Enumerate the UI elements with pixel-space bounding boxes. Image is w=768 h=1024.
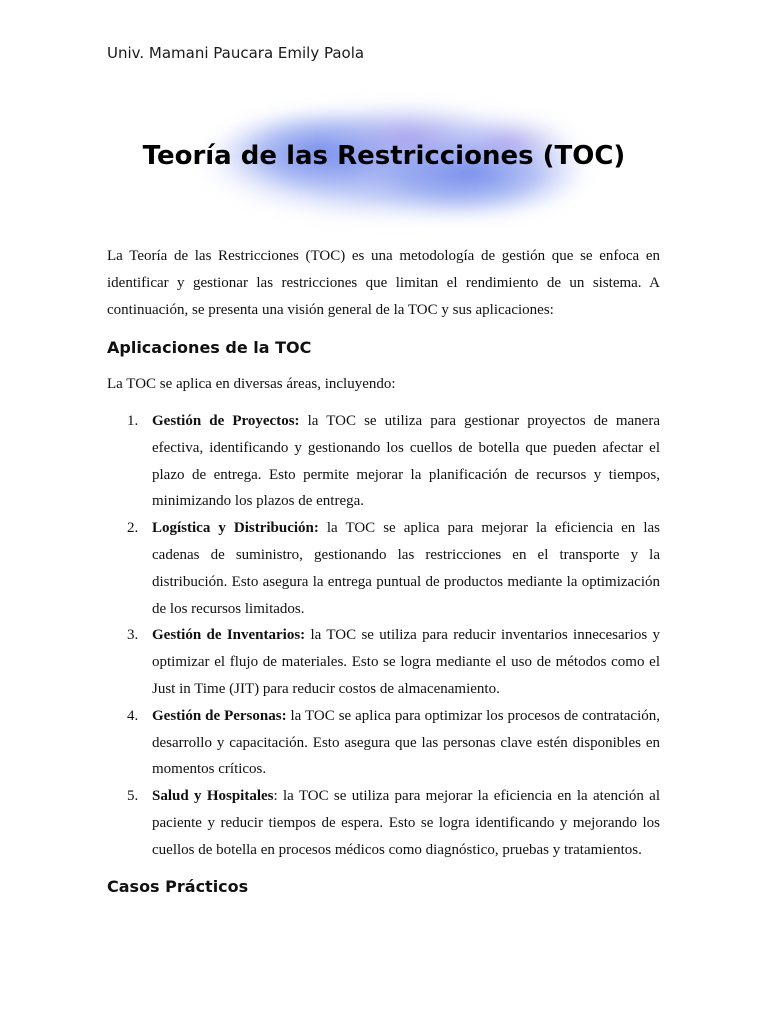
applications-lead: La TOC se aplica en diversas áreas, incluyendo: — [107, 376, 396, 392]
list-item — [107, 622, 660, 702]
list-text: la TOC se aplica para optimizar los procesos de contratación, desarrollo y capacitación. Esto asegura que las personas clave estén disponibles en momentos críticos. — [152, 707, 660, 778]
list-text: la TOC se aplica para mejorar la eficiencia en las cadenas de suministro, gestionando las restricciones en el transporte y la distribución. Esto asegura la entrega puntual de productos mediante la optimización de los recursos limitados. — [152, 520, 660, 617]
list-text: : la TOC se utiliza para mejorar la eficiencia en la atención al paciente y reducir tiempos de espera. Esto se logra identificando y mejorando los cuellos de botella en procesos médicos como diagnóstico, pruebas y tratamientos. — [152, 788, 660, 858]
list-term: Gestión de Personas: — [152, 707, 287, 724]
list-number: 5. — [127, 788, 139, 805]
list-item — [107, 408, 660, 515]
list-text: la TOC se utiliza para reducir inventarios innecesarios y optimizar el flujo de materiales. Esto se logra mediante el uso de métodos como el Just in Time (JIT) para reducir costos de almacenamiento. — [152, 627, 660, 697]
intro-paragraph: La Teoría de las Restricciones (TOC) es una metodología de gestión que se enfoca en identificar y gestionar las restricciones que limitan el rendimiento de un sistema. A continuación, se presenta una visión general de la TOC y sus aplicaciones: — [107, 248, 660, 318]
applications-list — [107, 408, 660, 864]
list-term: Gestión de Proyectos: — [152, 413, 300, 429]
author-name: Univ. Mamani Paucara Emily Paola — [107, 44, 365, 62]
cases-heading: Casos Prácticos — [107, 877, 249, 896]
list-number: 2. — [127, 520, 139, 537]
list-number: 1. — [127, 413, 139, 429]
list-item — [107, 515, 660, 622]
list-term: Gestión de Inventarios: — [152, 627, 306, 644]
list-term: Salud y Hospitales — [152, 788, 274, 805]
list-number: 4. — [127, 707, 139, 724]
list-item — [107, 703, 660, 783]
list-item — [107, 783, 660, 863]
applications-heading: Aplicaciones de la TOC — [107, 338, 312, 357]
document-title: Teoría de las Restricciones (TOC) — [142, 141, 626, 171]
list-text: la TOC se utiliza para gestionar proyectos de manera efectiva, identificando y gestionando los cuellos de botella que pueden afectar el plazo de entrega. Esto permite mejorar la planificación de recursos y tiempos, minimizando los plazos de entrega. — [152, 413, 660, 510]
list-number: 3. — [127, 627, 139, 644]
list-term: Logística y Distribución: — [152, 520, 319, 537]
